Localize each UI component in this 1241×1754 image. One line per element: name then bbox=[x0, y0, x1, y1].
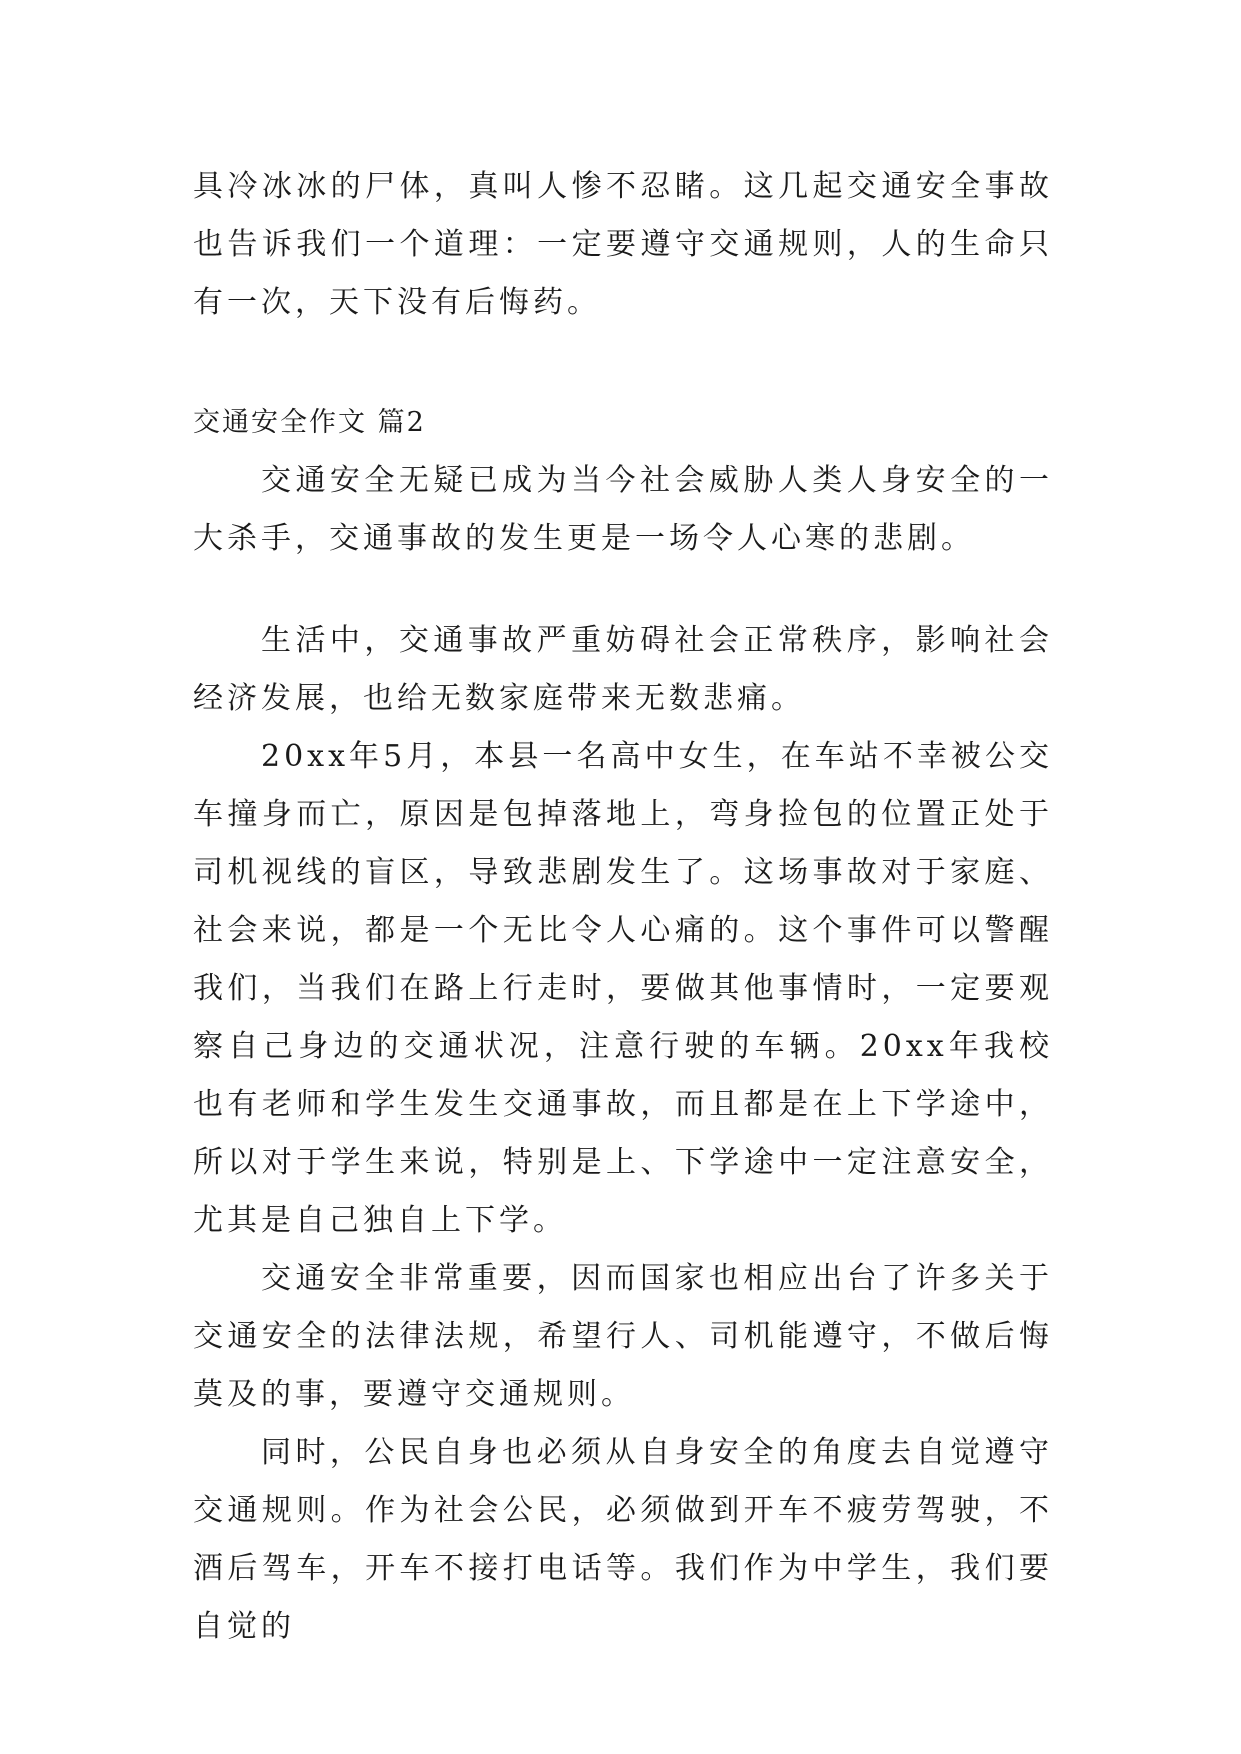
paragraph-body-4: 同时，公民自身也必须从自身安全的角度去自觉遵守交通规则。作为社会公民，必须做到开车不疲劳驾驶，不酒后驾车，开车不接打电话等。我们作为中学生，我们要自觉的 bbox=[193, 1435, 1053, 1644]
spacer bbox=[193, 332, 1053, 394]
paragraph-continued: 具冷冰冰的尸体，真叫人惨不忍睹。这几起交通安全事故也告诉我们一个道理：一定要遵守交通规则，人的生命只有一次，天下没有后悔药。 bbox=[193, 169, 1053, 320]
section-heading: 交通安全作文 篇2 bbox=[193, 407, 426, 438]
paragraph-intro: 交通安全无疑已成为当今社会威胁人类人身安全的一大杀手，交通事故的发生更是一场令人心寒的悲剧。 bbox=[193, 463, 1053, 556]
paragraph-body-1: 生活中，交通事故严重妨碍社会正常秩序，影响社会经济发展，也给无数家庭带来无数悲痛。 bbox=[193, 623, 1053, 716]
paragraph-body-3: 交通安全非常重要，因而国家也相应出台了许多关于交通安全的法律法规，希望行人、司机能遵守，不做后悔莫及的事，要遵守交通规则。 bbox=[193, 1261, 1053, 1412]
document-body bbox=[193, 158, 1053, 1656]
spacer bbox=[193, 568, 1053, 612]
paragraph-body-2: 20xx年5月，本县一名高中女生，在车站不幸被公交车撞身而亡，原因是包掉落地上，弯身捡包的位置正处于司机视线的盲区，导致悲剧发生了。这场事故对于家庭、社会来说，都是一个无比令人心痛的。这个事件可以警醒我们，当我们在路上行走时，要做其他事情时，一定要观察自己身边的交通状况，注意行驶的车辆。20xx年我校也有老师和学生发生交通事故，而且都是在上下学途中，所以对于学生来说，特别是上、下学途中一定注意安全，尤其是自己独自上下学。 bbox=[193, 739, 1053, 1238]
